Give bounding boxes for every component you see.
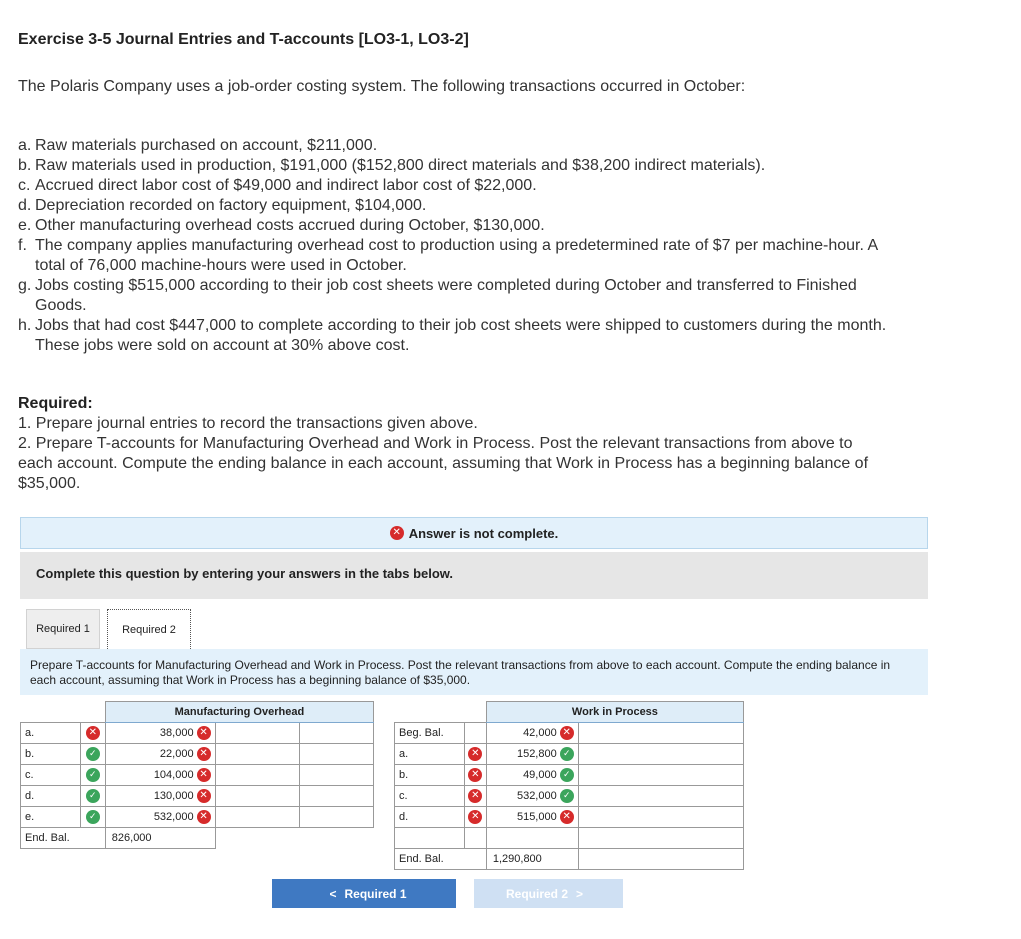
correct-icon: ✓ — [86, 747, 100, 761]
mo-label-input[interactable]: b. — [21, 744, 81, 765]
mo-credit-label-cell[interactable] — [300, 744, 374, 765]
mo-debit-cell[interactable] — [105, 765, 215, 786]
header-spacer — [395, 702, 465, 723]
table-row — [21, 723, 374, 744]
status-cell — [80, 744, 105, 765]
wip-end-credit-cell — [578, 849, 743, 870]
header-spacer — [21, 702, 81, 723]
incorrect-icon: ✕ — [197, 726, 211, 740]
wip-label-input[interactable]: c. — [395, 786, 465, 807]
question-prompt: Prepare T-accounts for Manufacturing Overhead and Work in Process. Post the relevant transactions from above to each account. Compute the ending balance in each account, assuming that Work in Process has a beginning balance of $35,000. — [20, 649, 928, 695]
manufacturing-overhead-t-account — [20, 701, 374, 849]
correct-icon: ✓ — [86, 768, 100, 782]
empty-cell — [215, 828, 300, 849]
mo-credit-cell[interactable] — [215, 723, 300, 744]
wip-credit-cell[interactable] — [578, 723, 743, 744]
prev-required-1-button[interactable] — [272, 879, 456, 908]
header-spacer — [464, 702, 486, 723]
status-cell — [464, 765, 486, 786]
table-row — [395, 744, 744, 765]
wip-label-input[interactable]: a. — [395, 744, 465, 765]
mo-credit-cell[interactable] — [215, 807, 300, 828]
transaction-letter: h. — [18, 317, 32, 334]
mo-debit-value: 38,000 — [159, 726, 194, 739]
work-in-process-t-account — [394, 701, 744, 870]
wip-credit-cell[interactable] — [578, 765, 743, 786]
incorrect-icon: ✕ — [197, 768, 211, 782]
mo-label-input[interactable]: d. — [21, 786, 81, 807]
wip-label-input[interactable]: b. — [395, 765, 465, 786]
incorrect-icon: ✕ — [560, 726, 574, 740]
wip-debit-value: 532,000 — [516, 789, 557, 802]
instruction-bar: Complete this question by entering your answers in the tabs below. — [20, 552, 928, 599]
transaction-letter: c. — [18, 177, 31, 194]
wip-debit-cell[interactable] — [486, 786, 578, 807]
mo-debit-cell[interactable] — [105, 807, 215, 828]
wip-debit-cell[interactable] — [486, 765, 578, 786]
table-row — [395, 723, 744, 744]
correct-icon: ✓ — [86, 789, 100, 803]
mo-debit-value: 22,000 — [159, 747, 194, 760]
wip-end-bal-label: End. Bal. — [395, 849, 487, 870]
mo-credit-cell[interactable] — [215, 786, 300, 807]
mo-label-input[interactable]: c. — [21, 765, 81, 786]
answer-status-banner — [20, 517, 928, 549]
transaction-text: Jobs that had cost $447,000 to complete according to their job cost sheets were shipped to customers during the month. These jobs were sold on account at 30% above cost. — [35, 317, 887, 354]
table-row — [21, 744, 374, 765]
table-row — [395, 786, 744, 807]
mo-debit-cell[interactable] — [105, 786, 215, 807]
transaction-text: Jobs costing $515,000 according to their job cost sheets were completed during October and transferred to Finished Goods. — [35, 277, 857, 314]
transaction-text: Other manufacturing overhead costs accrued during October, $130,000. — [35, 217, 545, 234]
mo-label-input[interactable]: a. — [21, 723, 81, 744]
table-row — [395, 849, 744, 870]
table-row — [21, 765, 374, 786]
empty-cell — [300, 828, 374, 849]
required-heading: Required: — [18, 395, 93, 412]
transaction-text: Raw materials purchased on account, $211,000. — [35, 137, 378, 154]
mo-end-bal-value: 826,000 — [105, 828, 215, 849]
table-row — [395, 765, 744, 786]
status-cell — [464, 828, 486, 849]
transactions-list — [18, 136, 888, 356]
wip-credit-cell[interactable] — [578, 807, 743, 828]
incorrect-icon: ✕ — [197, 747, 211, 761]
mo-credit-label-cell[interactable] — [300, 723, 374, 744]
incorrect-icon: ✕ — [468, 747, 482, 761]
wip-label-input[interactable] — [395, 828, 465, 849]
transaction-text: Raw materials used in production, $191,000 ($152,800 direct materials and $38,200 indirect materials). — [35, 157, 766, 174]
transaction-letter: d. — [18, 197, 32, 214]
correct-icon: ✓ — [560, 768, 574, 782]
header-spacer — [80, 702, 105, 723]
table-row — [395, 828, 744, 849]
mo-credit-cell[interactable] — [215, 744, 300, 765]
correct-icon: ✓ — [560, 789, 574, 803]
transaction-letter: b. — [18, 157, 32, 174]
wip-debit-cell[interactable] — [486, 807, 578, 828]
mo-debit-value: 130,000 — [153, 789, 194, 802]
table-row — [21, 807, 374, 828]
incorrect-icon: ✕ — [468, 768, 482, 782]
wip-credit-cell[interactable] — [578, 786, 743, 807]
mo-debit-value: 532,000 — [153, 810, 194, 823]
status-cell — [464, 807, 486, 828]
chevron-left-icon: < — [329, 886, 337, 901]
tab-required-2[interactable]: Required 2 — [107, 609, 191, 649]
status-cell — [80, 723, 105, 744]
transaction-text: Accrued direct labor cost of $49,000 and indirect labor cost of $22,000. — [35, 177, 537, 194]
incorrect-icon: ✕ — [197, 789, 211, 803]
next-button-label: Required 2 — [505, 886, 568, 901]
status-cell — [80, 807, 105, 828]
wip-debit-value: 515,000 — [516, 810, 557, 823]
incorrect-icon: ✕ — [197, 810, 211, 824]
chevron-right-icon: > — [576, 886, 584, 901]
incorrect-icon: ✕ — [468, 789, 482, 803]
status-cell — [464, 786, 486, 807]
transaction-item — [18, 176, 888, 196]
table-row — [395, 807, 744, 828]
tab-required-1[interactable]: Required 1 — [26, 609, 100, 649]
transaction-item — [18, 276, 888, 316]
status-cell — [464, 744, 486, 765]
table-row — [21, 828, 374, 849]
incorrect-icon: ✕ — [390, 526, 404, 540]
correct-icon: ✓ — [86, 810, 100, 824]
wip-credit-cell[interactable] — [578, 828, 743, 849]
prev-button-label: Required 1 — [344, 886, 407, 901]
transaction-text: Depreciation recorded on factory equipment, $104,000. — [35, 197, 427, 214]
transaction-item — [18, 196, 888, 216]
transaction-letter: e. — [18, 217, 32, 234]
correct-icon: ✓ — [560, 747, 574, 761]
incorrect-icon: ✕ — [560, 810, 574, 824]
transaction-letter: g. — [18, 277, 32, 294]
mo-credit-cell[interactable] — [215, 765, 300, 786]
transaction-item — [18, 316, 888, 356]
required-item: 1. Prepare journal entries to record the transactions given above. — [18, 415, 478, 432]
incorrect-icon: ✕ — [468, 810, 482, 824]
status-cell — [80, 765, 105, 786]
mo-debit-cell[interactable] — [105, 723, 215, 744]
wip-beg-bal-label: Beg. Bal. — [395, 723, 465, 744]
transaction-item — [18, 136, 888, 156]
mo-debit-cell[interactable] — [105, 744, 215, 765]
transaction-item — [18, 156, 888, 176]
wip-debit-value: 152,800 — [516, 747, 557, 760]
wip-debit-value: 49,000 — [523, 768, 557, 781]
wip-debit-cell[interactable] — [486, 828, 578, 849]
mo-credit-label-cell[interactable] — [300, 786, 374, 807]
wip-header: Work in Process — [486, 702, 743, 723]
transaction-letter: f. — [18, 237, 27, 254]
required-section — [18, 394, 888, 494]
transaction-item — [18, 236, 888, 276]
wip-debit-cell[interactable] — [486, 744, 578, 765]
status-cell — [80, 786, 105, 807]
required-item: 2. Prepare T-accounts for Manufacturing Overhead and Work in Process. Post the relevant transactions from above to each account. Compute the ending balance in each account, assuming that Work in Process has a beginning balance of $35,000. — [18, 435, 869, 492]
mo-end-bal-label: End. Bal. — [21, 828, 106, 849]
mo-credit-label-cell[interactable] — [300, 807, 374, 828]
mo-credit-label-cell[interactable] — [300, 765, 374, 786]
next-required-2-button[interactable] — [474, 879, 623, 908]
wip-beg-bal-cell[interactable] — [486, 723, 578, 744]
transaction-letter: a. — [18, 137, 32, 154]
wip-end-bal-value: 1,290,800 — [486, 849, 578, 870]
transaction-item — [18, 216, 888, 236]
wip-credit-cell[interactable] — [578, 744, 743, 765]
intro-text: The Polaris Company uses a job-order costing system. The following transactions occurred in October: — [18, 78, 746, 95]
wip-label-input[interactable]: d. — [395, 807, 465, 828]
banner-text: Answer is not complete. — [408, 525, 559, 541]
mo-label-input[interactable]: e. — [21, 807, 81, 828]
transaction-text: The company applies manufacturing overhead cost to production using a predetermined rate of $7 per machine-hour. A total of 76,000 machine-hours were used in October. — [35, 237, 878, 274]
incorrect-icon: ✕ — [86, 726, 100, 740]
wip-beg-bal-value: 42,000 — [523, 726, 557, 739]
mo-debit-value: 104,000 — [153, 768, 194, 781]
exercise-title: Exercise 3-5 Journal Entries and T-accounts [LO3-1, LO3-2] — [18, 31, 469, 48]
status-cell — [464, 723, 486, 744]
table-row — [21, 786, 374, 807]
mo-header: Manufacturing Overhead — [105, 702, 373, 723]
